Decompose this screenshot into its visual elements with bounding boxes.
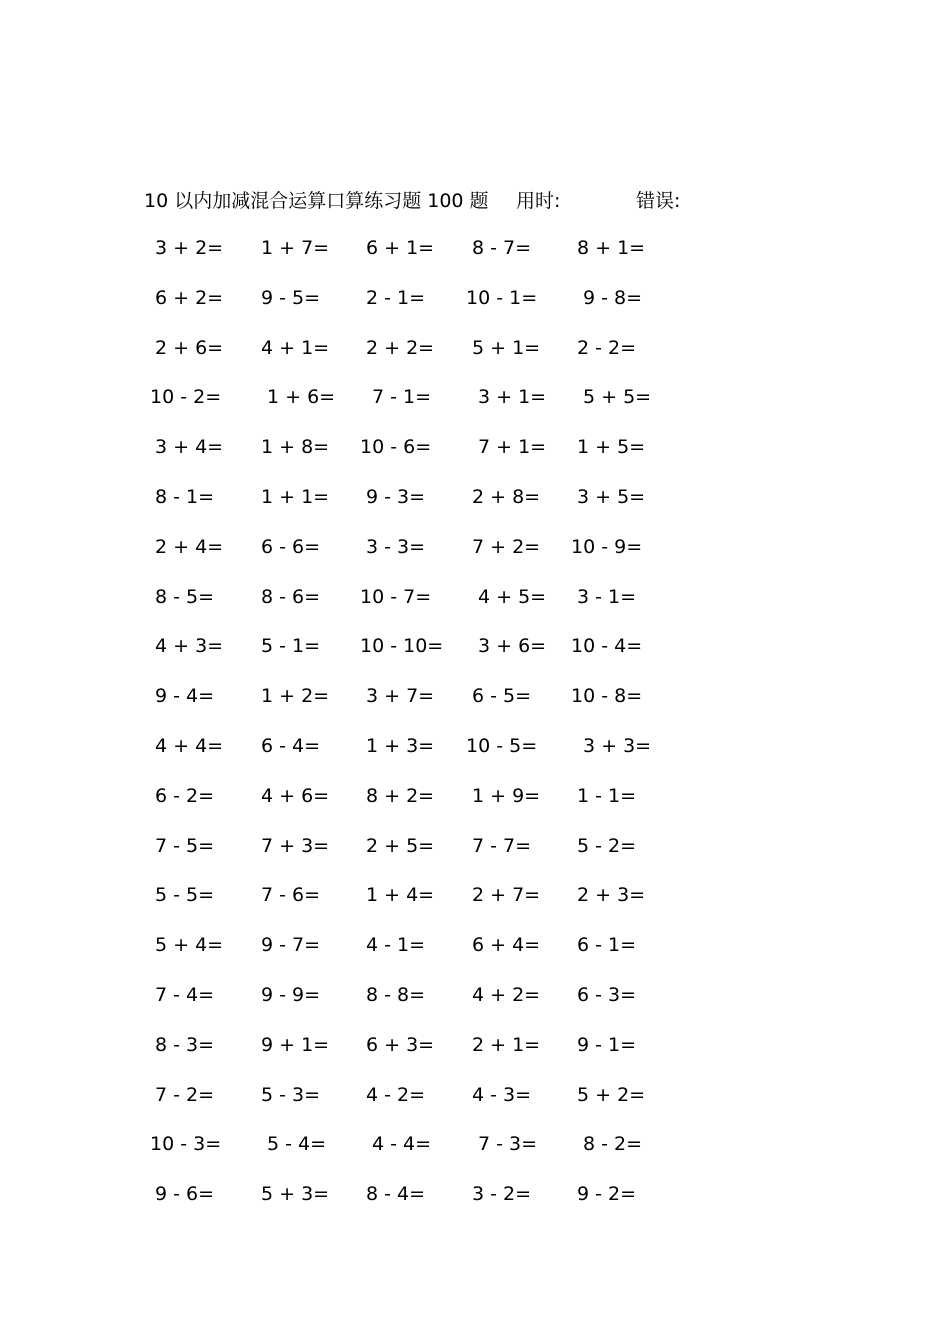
problem-item: 7 - 2= [155, 1083, 215, 1106]
problem-item: 2 + 4= [155, 535, 224, 558]
problem-item: 3 - 2= [472, 1183, 532, 1206]
problem-item: 5 + 2= [577, 1083, 646, 1106]
problem-item: 4 + 3= [155, 635, 224, 658]
problem-item: 8 + 1= [577, 237, 646, 259]
problem-item: 2 + 8= [472, 485, 541, 508]
problem-item: 4 + 6= [261, 784, 330, 807]
worksheet-title: 10 以内加减混合运算口算练习题 100 题 [144, 190, 489, 212]
problem-item: 8 - 8= [366, 983, 426, 1006]
problem-row [0, 532, 950, 582]
problem-item: 10 - 2= [150, 386, 222, 409]
problem-item: 2 - 1= [366, 286, 426, 309]
problem-item: 7 - 7= [472, 834, 532, 857]
problem-item: 8 - 4= [366, 1183, 426, 1206]
problem-item: 3 + 1= [478, 386, 547, 409]
problem-row [0, 582, 950, 632]
problem-item: 6 + 2= [155, 286, 224, 309]
problem-item: 10 - 4= [571, 635, 643, 658]
problem-item: 9 - 2= [577, 1183, 637, 1206]
problem-item: 4 + 4= [155, 734, 224, 757]
problem-row [0, 631, 950, 681]
problem-item: 5 + 4= [155, 934, 224, 957]
error-count-label: 错误: [636, 190, 681, 212]
problem-row [0, 980, 950, 1030]
problem-item: 1 + 5= [577, 436, 646, 459]
problem-row [0, 333, 950, 383]
problem-item: 1 + 2= [261, 685, 330, 708]
problem-item: 9 - 3= [366, 485, 426, 508]
problem-item: 5 - 1= [261, 635, 321, 658]
worksheet-header [0, 186, 950, 216]
problem-item: 10 - 1= [466, 286, 538, 309]
problem-item: 6 + 3= [366, 1033, 435, 1056]
problem-item: 2 + 3= [577, 884, 646, 907]
problem-item: 4 - 2= [366, 1083, 426, 1106]
problem-item: 5 + 5= [583, 386, 652, 409]
problem-item: 2 + 1= [472, 1033, 541, 1056]
problem-row [0, 880, 950, 930]
problem-grid [0, 233, 950, 1229]
problem-row [0, 930, 950, 980]
problem-item: 5 - 4= [267, 1133, 327, 1156]
problem-row [0, 233, 950, 283]
problem-item: 9 - 4= [155, 685, 215, 708]
problem-item: 10 - 7= [360, 585, 432, 608]
problem-item: 2 + 5= [366, 834, 435, 857]
problem-item: 1 + 3= [366, 734, 435, 757]
problem-item: 5 - 2= [577, 834, 637, 857]
problem-item: 1 + 1= [261, 485, 330, 508]
problem-item: 1 + 8= [261, 436, 330, 459]
problem-item: 7 + 3= [261, 834, 330, 857]
problem-item: 6 - 6= [261, 535, 321, 558]
problem-row [0, 1179, 950, 1229]
problem-item: 1 + 4= [366, 884, 435, 907]
problem-row [0, 432, 950, 482]
problem-item: 1 + 7= [261, 237, 330, 259]
problem-row [0, 1030, 950, 1080]
problem-item: 1 + 9= [472, 784, 541, 807]
problem-item: 6 + 4= [472, 934, 541, 957]
problem-row [0, 681, 950, 731]
problem-item: 3 - 3= [366, 535, 426, 558]
problem-item: 10 - 10= [360, 635, 444, 658]
problem-item: 2 + 2= [366, 336, 435, 359]
problem-row [0, 1080, 950, 1130]
problem-item: 8 - 2= [583, 1133, 643, 1156]
problem-row [0, 382, 950, 432]
problem-item: 2 + 7= [472, 884, 541, 907]
problem-item: 10 - 5= [466, 734, 538, 757]
problem-item: 6 + 1= [366, 237, 435, 259]
problem-item: 8 - 6= [261, 585, 321, 608]
problem-row [0, 731, 950, 781]
problem-item: 5 + 3= [261, 1183, 330, 1206]
problem-item: 8 - 1= [155, 485, 215, 508]
problem-item: 9 - 9= [261, 983, 321, 1006]
problem-item: 5 + 1= [472, 336, 541, 359]
problem-item: 9 - 8= [583, 286, 643, 309]
problem-item: 5 - 5= [155, 884, 215, 907]
problem-row [0, 283, 950, 333]
problem-item: 9 - 6= [155, 1183, 215, 1206]
problem-item: 3 + 2= [155, 237, 224, 259]
problem-item: 8 - 5= [155, 585, 215, 608]
problem-item: 3 + 3= [583, 734, 652, 757]
problem-item: 6 - 1= [577, 934, 637, 957]
problem-item: 9 + 1= [261, 1033, 330, 1056]
problem-row [0, 781, 950, 831]
problem-item: 9 - 1= [577, 1033, 637, 1056]
problem-item: 3 - 1= [577, 585, 637, 608]
problem-item: 4 + 2= [472, 983, 541, 1006]
problem-item: 3 + 7= [366, 685, 435, 708]
problem-item: 10 - 9= [571, 535, 643, 558]
problem-item: 8 - 7= [472, 237, 532, 259]
problem-item: 4 + 5= [478, 585, 547, 608]
problem-item: 4 + 1= [261, 336, 330, 359]
problem-item: 4 - 4= [372, 1133, 432, 1156]
problem-item: 10 - 6= [360, 436, 432, 459]
time-used-label: 用时: [516, 190, 561, 212]
problem-row [0, 1129, 950, 1179]
problem-item: 3 + 5= [577, 485, 646, 508]
problem-item: 7 - 1= [372, 386, 432, 409]
problem-item: 8 - 3= [155, 1033, 215, 1056]
problem-item: 3 + 4= [155, 436, 224, 459]
problem-item: 7 - 6= [261, 884, 321, 907]
problem-item: 6 - 4= [261, 734, 321, 757]
problem-item: 4 - 3= [472, 1083, 532, 1106]
problem-item: 10 - 8= [571, 685, 643, 708]
problem-row [0, 831, 950, 881]
problem-row [0, 482, 950, 532]
problem-item: 7 - 3= [478, 1133, 538, 1156]
problem-item: 2 + 6= [155, 336, 224, 359]
problem-item: 9 - 7= [261, 934, 321, 957]
problem-item: 4 - 1= [366, 934, 426, 957]
problem-item: 8 + 2= [366, 784, 435, 807]
problem-item: 7 - 4= [155, 983, 215, 1006]
problem-item: 7 + 1= [478, 436, 547, 459]
problem-item: 10 - 3= [150, 1133, 222, 1156]
problem-item: 9 - 5= [261, 286, 321, 309]
problem-item: 6 - 5= [472, 685, 532, 708]
problem-item: 2 - 2= [577, 336, 637, 359]
problem-item: 3 + 6= [478, 635, 547, 658]
problem-item: 5 - 3= [261, 1083, 321, 1106]
problem-item: 6 - 3= [577, 983, 637, 1006]
problem-item: 7 - 5= [155, 834, 215, 857]
problem-item: 7 + 2= [472, 535, 541, 558]
problem-item: 6 - 2= [155, 784, 215, 807]
problem-item: 1 - 1= [577, 784, 637, 807]
problem-item: 1 + 6= [267, 386, 336, 409]
